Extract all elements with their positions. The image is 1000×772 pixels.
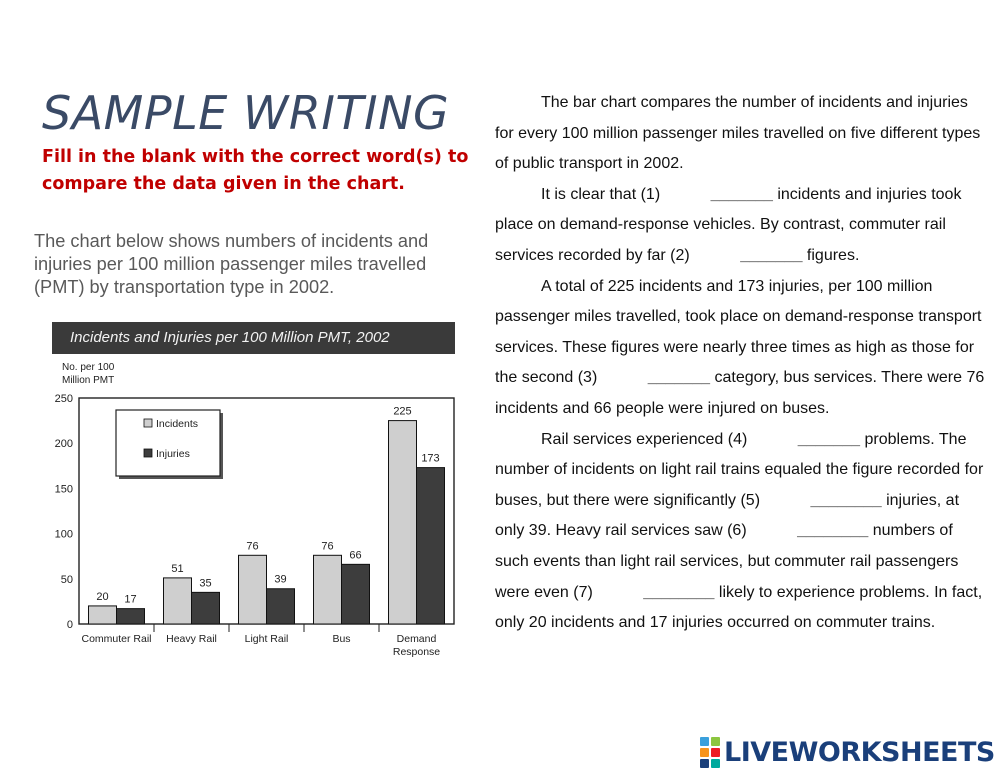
passage-text: category, bus services. There were 76 incidents and 66 people were injured on buses. <box>495 369 985 417</box>
y-axis-label: Million PMT <box>62 375 115 386</box>
data-label: 39 <box>274 573 287 586</box>
passage-text: A total of 225 incidents and 173 injuries, per 100 million passenger miles travelled, took place on demand-response transport services. These figures were nearly three times as high as those for the second (3) <box>495 277 982 387</box>
logo-icon <box>700 737 720 768</box>
legend-label: Incidents <box>156 418 199 430</box>
passage-text: It is clear that (1) <box>541 185 665 203</box>
chart-plot <box>52 322 457 667</box>
data-label: 51 <box>171 562 184 575</box>
data-label: 76 <box>246 540 259 553</box>
intro-text: The chart below shows numbers of incidents and injuries per 100 million passenger miles travelled (PMT) by transportation type in 2002. <box>34 231 429 297</box>
x-tick-label: Commuter Rail <box>81 633 152 645</box>
passage-text: incidents and injuries took place on demand-response vehicles. By contrast, commuter rail services recorded by far (2) <box>495 185 962 264</box>
y-tick-label: 0 <box>66 619 73 631</box>
logo-cube <box>700 748 709 757</box>
bar-injuries <box>192 592 220 624</box>
logo-cube <box>700 737 709 746</box>
x-tick-label: Light Rail <box>244 633 289 645</box>
y-tick-label: 100 <box>54 528 73 541</box>
logo-cube <box>711 737 720 746</box>
x-tick-label: Response <box>392 646 441 658</box>
data-label: 173 <box>421 452 440 465</box>
y-tick-label: 150 <box>54 483 73 496</box>
bar-injuries <box>417 468 445 624</box>
page-title: SAMPLE WRITING <box>42 86 450 140</box>
legend-label: Injuries <box>156 448 190 460</box>
passage-paragraph-2 <box>495 180 985 272</box>
passage-paragraph-3 <box>495 272 985 425</box>
logo-text: LIVEWORKSHEETS <box>724 736 995 768</box>
bar-incidents <box>389 421 417 624</box>
y-axis-label: No. per 100 <box>62 362 115 373</box>
chart-title: Incidents and Injuries per 100 Million PMT, 2002 <box>52 322 455 354</box>
blank-4[interactable]: _______ <box>797 430 861 448</box>
data-label: 17 <box>124 593 137 606</box>
bar-incidents <box>239 555 267 624</box>
legend-swatch <box>144 419 152 427</box>
blank-2[interactable]: _______ <box>740 246 803 264</box>
data-label: 20 <box>96 590 109 603</box>
blank-3[interactable]: _______ <box>647 369 711 387</box>
passage-text: likely to experience problems. In fact, only 20 incidents and 17 injuries occurred on commuter trains. <box>495 583 983 632</box>
data-label: 225 <box>393 405 412 418</box>
y-tick-label: 250 <box>54 393 73 405</box>
logo-cube <box>700 759 709 768</box>
data-label: 66 <box>349 549 362 562</box>
passage-text: problems. The number of incidents on light rail trains equaled the figure recorded for buses, but there were significantly (5) <box>495 430 984 509</box>
passage-text: injuries, at only 39. Heavy rail services saw (6) <box>495 491 960 540</box>
passage-text: The bar chart compares the number of incidents and injuries for every 100 million passenger miles travelled on five different types of public transport in 2002. <box>495 94 981 173</box>
logo-cube <box>711 748 720 757</box>
bar-injuries <box>267 589 295 624</box>
x-tick-label: Demand <box>396 633 437 645</box>
bar-injuries <box>342 564 370 624</box>
passage-text: Rail services experienced (4) <box>541 430 752 448</box>
passage-text: figures. <box>802 246 860 264</box>
passage-paragraph-1 <box>495 88 985 180</box>
y-tick-label: 200 <box>54 438 73 451</box>
y-tick-label: 50 <box>60 573 73 586</box>
bar-incidents <box>89 606 117 624</box>
instruction-text: Fill in the blank with the correct word(s) to compare the data given in the chart. <box>42 147 469 194</box>
bar-incidents <box>164 578 192 624</box>
data-label: 35 <box>199 577 212 590</box>
bar-injuries <box>117 609 145 624</box>
data-label: 76 <box>321 540 334 553</box>
passage <box>495 88 985 639</box>
blank-1[interactable]: _______ <box>710 185 773 203</box>
bar-incidents <box>314 555 342 624</box>
legend-swatch <box>144 449 152 457</box>
blank-6[interactable]: ________ <box>797 522 869 540</box>
passage-paragraph-4 <box>495 425 985 639</box>
passage-text: numbers of such events than light rail services, but commuter rail passengers were even (7) <box>495 522 959 601</box>
x-tick-label: Bus <box>332 633 351 645</box>
blank-5[interactable]: ________ <box>810 491 882 509</box>
logo-cube <box>711 759 720 768</box>
bar-chart <box>52 322 457 667</box>
x-tick-label: Heavy Rail <box>166 633 217 645</box>
blank-7[interactable]: ________ <box>643 583 715 601</box>
liveworksheets-logo <box>700 735 995 769</box>
